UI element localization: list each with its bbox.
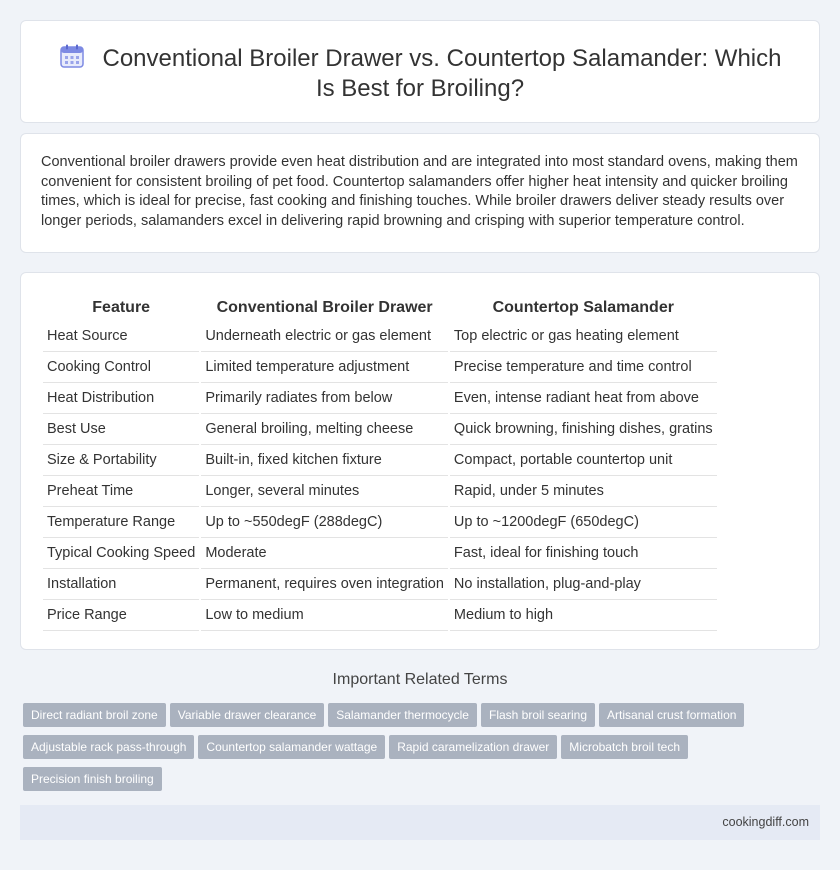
related-term-tag[interactable]: Salamander thermocycle	[328, 703, 477, 727]
related-term-tag[interactable]: Countertop salamander wattage	[198, 735, 385, 759]
feature-cell: Price Range	[43, 600, 199, 631]
related-term-tag[interactable]: Rapid caramelization drawer	[389, 735, 557, 759]
feature-cell: Size & Portability	[43, 445, 199, 476]
related-term-tag[interactable]: Artisanal crust formation	[599, 703, 744, 727]
page-title-wrap	[21, 43, 819, 104]
feature-cell: Heat Source	[43, 321, 199, 352]
table-row	[43, 383, 717, 414]
page-title: Conventional Broiler Drawer vs. Countertop Salamander: Which Is Best for Broiling?	[102, 45, 782, 102]
salamander-cell: Fast, ideal for finishing touch	[450, 538, 717, 569]
related-terms-heading: Important Related Terms	[332, 671, 508, 688]
comparison-card	[20, 272, 820, 650]
salamander-cell: Top electric or gas heating element	[450, 321, 717, 352]
broiler-cell: Longer, several minutes	[201, 476, 448, 507]
comparison-table	[41, 293, 719, 631]
broiler-cell: Built-in, fixed kitchen fixture	[201, 445, 448, 476]
salamander-cell: Quick browning, finishing dishes, gratins	[450, 414, 717, 445]
table-row	[43, 352, 717, 383]
broiler-cell: Moderate	[201, 538, 448, 569]
intro-card	[20, 133, 820, 253]
broiler-cell: Up to ~550degF (288degC)	[201, 507, 448, 538]
broiler-cell: Low to medium	[201, 600, 448, 631]
broiler-cell: Primarily radiates from below	[201, 383, 448, 414]
salamander-cell: Compact, portable countertop unit	[450, 445, 717, 476]
table-row	[43, 569, 717, 600]
intro-paragraph: Conventional broiler drawers provide even heat distribution and are integrated into most standard ovens, making them convenient for consistent broiling of pet food. Countertop salamanders offer higher heat intensity and quicker broiling times, which is ideal for precise, fast cooking and finishing touches. While broiler drawers deliver steady results over longer periods, salamanders excel in delivering rapid browning and crisping with superior temperature control.	[41, 154, 798, 229]
feature-cell: Cooking Control	[43, 352, 199, 383]
salamander-cell: Even, intense radiant heat from above	[450, 383, 717, 414]
broiler-cell: Underneath electric or gas element	[201, 321, 448, 352]
broiler-cell: Limited temperature adjustment	[201, 352, 448, 383]
related-term-tag[interactable]: Direct radiant broil zone	[23, 703, 166, 727]
calendar-icon	[59, 43, 85, 69]
salamander-cell: No installation, plug-and-play	[450, 569, 717, 600]
related-term-tag[interactable]: Precision finish broiling	[23, 767, 162, 791]
salamander-cell: Up to ~1200degF (650degC)	[450, 507, 717, 538]
table-row	[43, 507, 717, 538]
broiler-cell: Permanent, requires oven integration	[201, 569, 448, 600]
table-row	[43, 476, 717, 507]
title-card	[20, 20, 820, 123]
table-header-row	[43, 293, 717, 321]
table-row	[43, 414, 717, 445]
footer-site-link[interactable]: cookingdiff.com	[722, 815, 809, 829]
header-broiler-drawer: Conventional Broiler Drawer	[216, 299, 433, 316]
related-term-tag[interactable]: Flash broil searing	[481, 703, 595, 727]
salamander-cell: Rapid, under 5 minutes	[450, 476, 717, 507]
feature-cell: Heat Distribution	[43, 383, 199, 414]
related-terms-list	[23, 703, 803, 799]
broiler-cell: General broiling, melting cheese	[201, 414, 448, 445]
header-feature: Feature	[92, 299, 151, 316]
feature-cell: Best Use	[43, 414, 199, 445]
table-row	[43, 321, 717, 352]
salamander-cell: Medium to high	[450, 600, 717, 631]
feature-cell: Typical Cooking Speed	[43, 538, 199, 569]
table-row	[43, 445, 717, 476]
feature-cell: Installation	[43, 569, 199, 600]
related-term-tag[interactable]: Variable drawer clearance	[170, 703, 325, 727]
feature-cell: Preheat Time	[43, 476, 199, 507]
header-salamander: Countertop Salamander	[492, 299, 674, 316]
footer-bar	[20, 805, 820, 840]
table-row	[43, 600, 717, 631]
related-term-tag[interactable]: Adjustable rack pass-through	[23, 735, 194, 759]
feature-cell: Temperature Range	[43, 507, 199, 538]
related-term-tag[interactable]: Microbatch broil tech	[561, 735, 688, 759]
table-row	[43, 538, 717, 569]
salamander-cell: Precise temperature and time control	[450, 352, 717, 383]
